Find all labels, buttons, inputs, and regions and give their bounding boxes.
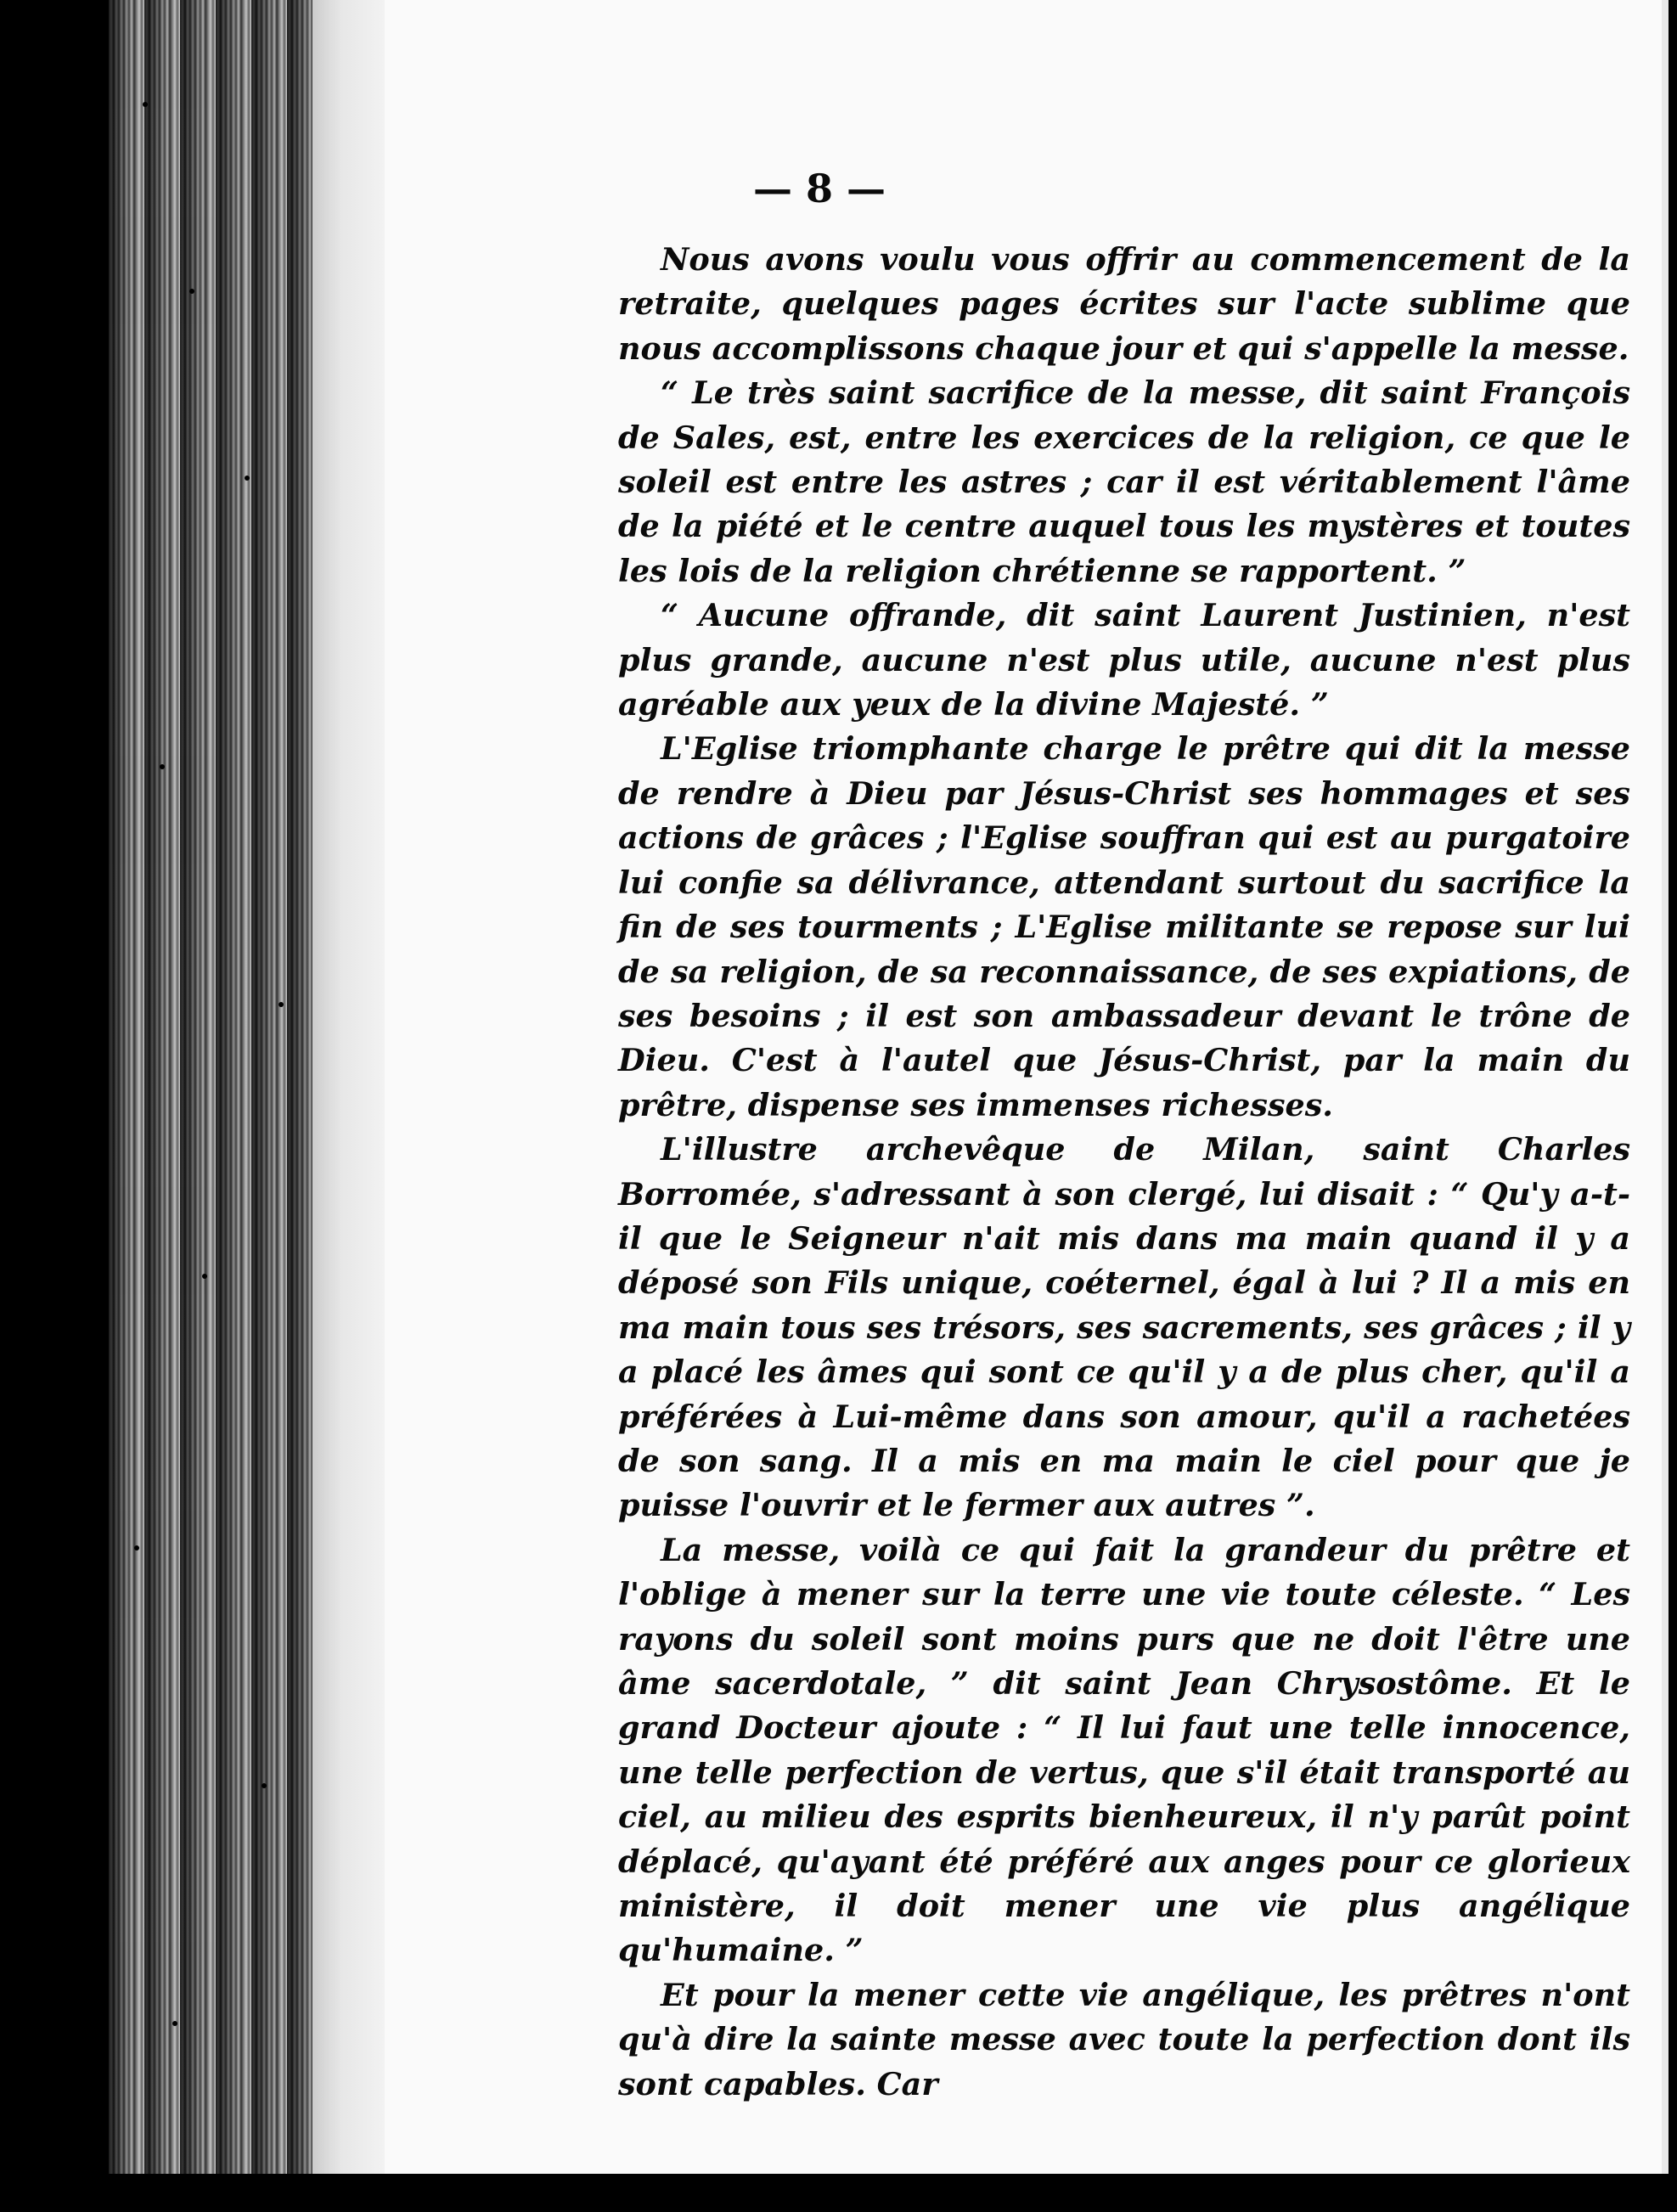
scan-speck	[160, 764, 165, 769]
scan-speck	[262, 1783, 267, 1788]
paragraph: Et pour la mener cette vie angélique, les prêtres n'ont qu'à dire la sainte messe avec toute la perfection dont ils sont capables. Car	[618, 1976, 1630, 2102]
scan-speck	[279, 1002, 284, 1007]
scan-speck	[172, 2021, 177, 2026]
scan-speck	[245, 476, 250, 481]
paragraph: “ Aucune offrande, dit saint Laurent Justinien, n'est plus grande, aucune n'est plus utile, aucune n'est plus agréable aux yeux de la divine Majesté. ”	[618, 597, 1630, 723]
paragraph: Nous avons voulu vous offrir au commencement de la retraite, quelques pages écrites sur l'acte sublime que nous accomplissons chaque jour et qui s'appelle la messe.	[618, 241, 1630, 367]
paragraph: “ Le très saint sacrifice de la messe, dit saint François de Sales, est, entre les exercices de la religion, ce que le soleil est entre les astres ; car il est véritablement l'âme de la piété et le centre auquel tous les mystères et toutes les lois de la religion chrétienne se rapportent. ”	[618, 374, 1630, 589]
paragraph: La messe, voilà ce qui fait la grandeur du prêtre et l'oblige à mener sur la terre une vie toute céleste. “ Les rayons du soleil sont moins purs que ne doit l'être une âme sacerdotale, ” dit saint Jean Chrysostôme. Et le grand Docteur ajoute : “ Il lui faut une telle innocence, une telle perfection de vertus, que s'il était transporté au ciel, au milieu des esprits bienheureux, il n'y parût point déplacé, qu'ayant été préféré aux anges pour ce glorieux ministère, il doit mener une vie plus angélique qu'humaine. ”	[618, 1531, 1630, 1969]
paragraph: L'Eglise triomphante charge le prêtre qui dit la messe de rendre à Dieu par Jésus-Christ ses hommages et ses actions de grâces ; l'Eglise souffran qui est au purgatoire lui confie sa délivrance, attendant surtout du sacrifice la fin de ses tourments ; L'Eglise militante se repose sur lui de sa religion, de sa reconnaissance, de ses expiations, de ses besoins ; il est son ambassadeur devant le trône de Dieu. C'est à l'autel que Jésus-Christ, par la main du prêtre, dispense ses immenses richesses.	[618, 730, 1630, 1123]
scan-speck	[143, 102, 148, 107]
scan-speck	[134, 1545, 139, 1551]
scan-speck	[202, 1274, 207, 1279]
page-number: — 8 —	[752, 166, 886, 211]
scan-speck	[189, 289, 194, 294]
book-spine-edge	[109, 0, 385, 2174]
paragraph: L'illustre archevêque de Milan, saint Charles Borromée, s'adressant à son clergé, lui disait : “ Qu'y a-t-il que le Seigneur n'ait mis dans ma main quand il y a déposé son Fils unique, coéternel, égal à lui ? Il a mis en ma main tous ses trésors, ses sacrements, ses grâces ; il y a placé les âmes qui sont ce qu'il y a de plus cher, qu'il a préférées à Lui-même dans son amour, qu'il a rachetées de son sang. Il a mis en ma main le ciel pour que je puisse l'ouvrir et le fermer aux autres ”.	[618, 1131, 1630, 1524]
page-body	[618, 238, 1630, 2107]
